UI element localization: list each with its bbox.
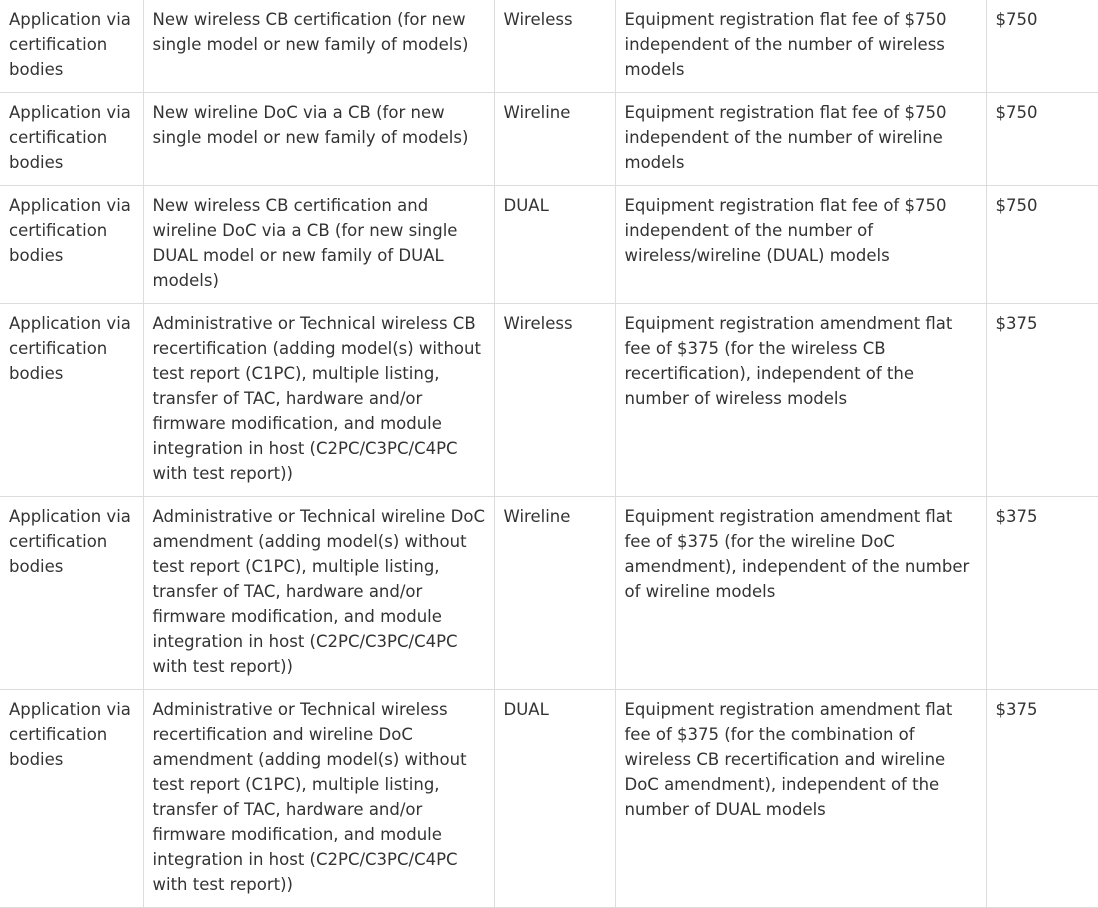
- fee-description-cell: Equipment registration amendment flat fee of $375 (for the combination of wireless CB recertification and wireline DoC amendment), independent of the number of DUAL models: [615, 690, 986, 908]
- description-cell: Administrative or Technical wireline DoC amendment (adding model(s) without test report (C1PC), multiple listing, transfer of TAC, hardware and/or firmware modification, and module integration in host (C2PC/C3PC/C4PC with test report)): [143, 497, 494, 690]
- fee-description-cell: Equipment registration flat fee of $750 independent of the number of wireless/wireline (DUAL) models: [615, 186, 986, 304]
- description-cell: Administrative or Technical wireless recertification and wireline DoC amendment (adding model(s) without test report (C1PC), multiple listing, transfer of TAC, hardware and/or firmware modification, and module integration in host (C2PC/C3PC/C4PC with test report)): [143, 690, 494, 908]
- type-cell: Wireline: [494, 497, 615, 690]
- description-cell: New wireless CB certification (for new single model or new family of models): [143, 0, 494, 93]
- route-cell: Application via certification bodies: [0, 690, 143, 908]
- fee-cell: $375: [986, 304, 1098, 497]
- fee-description-cell: Equipment registration flat fee of $750 independent of the number of wireless models: [615, 0, 986, 93]
- description-cell: New wireless CB certification and wireline DoC via a CB (for new single DUAL model or new family of DUAL models): [143, 186, 494, 304]
- type-cell: DUAL: [494, 186, 615, 304]
- fee-cell: $750: [986, 0, 1098, 93]
- type-cell: Wireless: [494, 0, 615, 93]
- description-cell: Administrative or Technical wireless CB recertification (adding model(s) without test report (C1PC), multiple listing, transfer of TAC, hardware and/or firmware modification, and module integration in host (C2PC/C3PC/C4PC with test report)): [143, 304, 494, 497]
- table-row: [0, 93, 1098, 186]
- table-row: [0, 186, 1098, 304]
- type-cell: Wireless: [494, 304, 615, 497]
- description-cell: New wireline DoC via a CB (for new single model or new family of models): [143, 93, 494, 186]
- route-cell: Application via certification bodies: [0, 497, 143, 690]
- table-row: [0, 304, 1098, 497]
- route-cell: Application via certification bodies: [0, 93, 143, 186]
- table-row: [0, 690, 1098, 908]
- fee-cell: $375: [986, 497, 1098, 690]
- table-row: [0, 0, 1098, 93]
- fee-description-cell: Equipment registration amendment flat fee of $375 (for the wireless CB recertification), independent of the number of wireless models: [615, 304, 986, 497]
- fee-cell: $750: [986, 93, 1098, 186]
- fee-description-cell: Equipment registration amendment flat fee of $375 (for the wireline DoC amendment), independent of the number of wireline models: [615, 497, 986, 690]
- route-cell: Application via certification bodies: [0, 186, 143, 304]
- route-cell: Application via certification bodies: [0, 0, 143, 93]
- fee-cell: $375: [986, 690, 1098, 908]
- fee-description-cell: Equipment registration flat fee of $750 independent of the number of wireline models: [615, 93, 986, 186]
- table-row: [0, 497, 1098, 690]
- type-cell: DUAL: [494, 690, 615, 908]
- type-cell: Wireline: [494, 93, 615, 186]
- fee-cell: $750: [986, 186, 1098, 304]
- route-cell: Application via certification bodies: [0, 304, 143, 497]
